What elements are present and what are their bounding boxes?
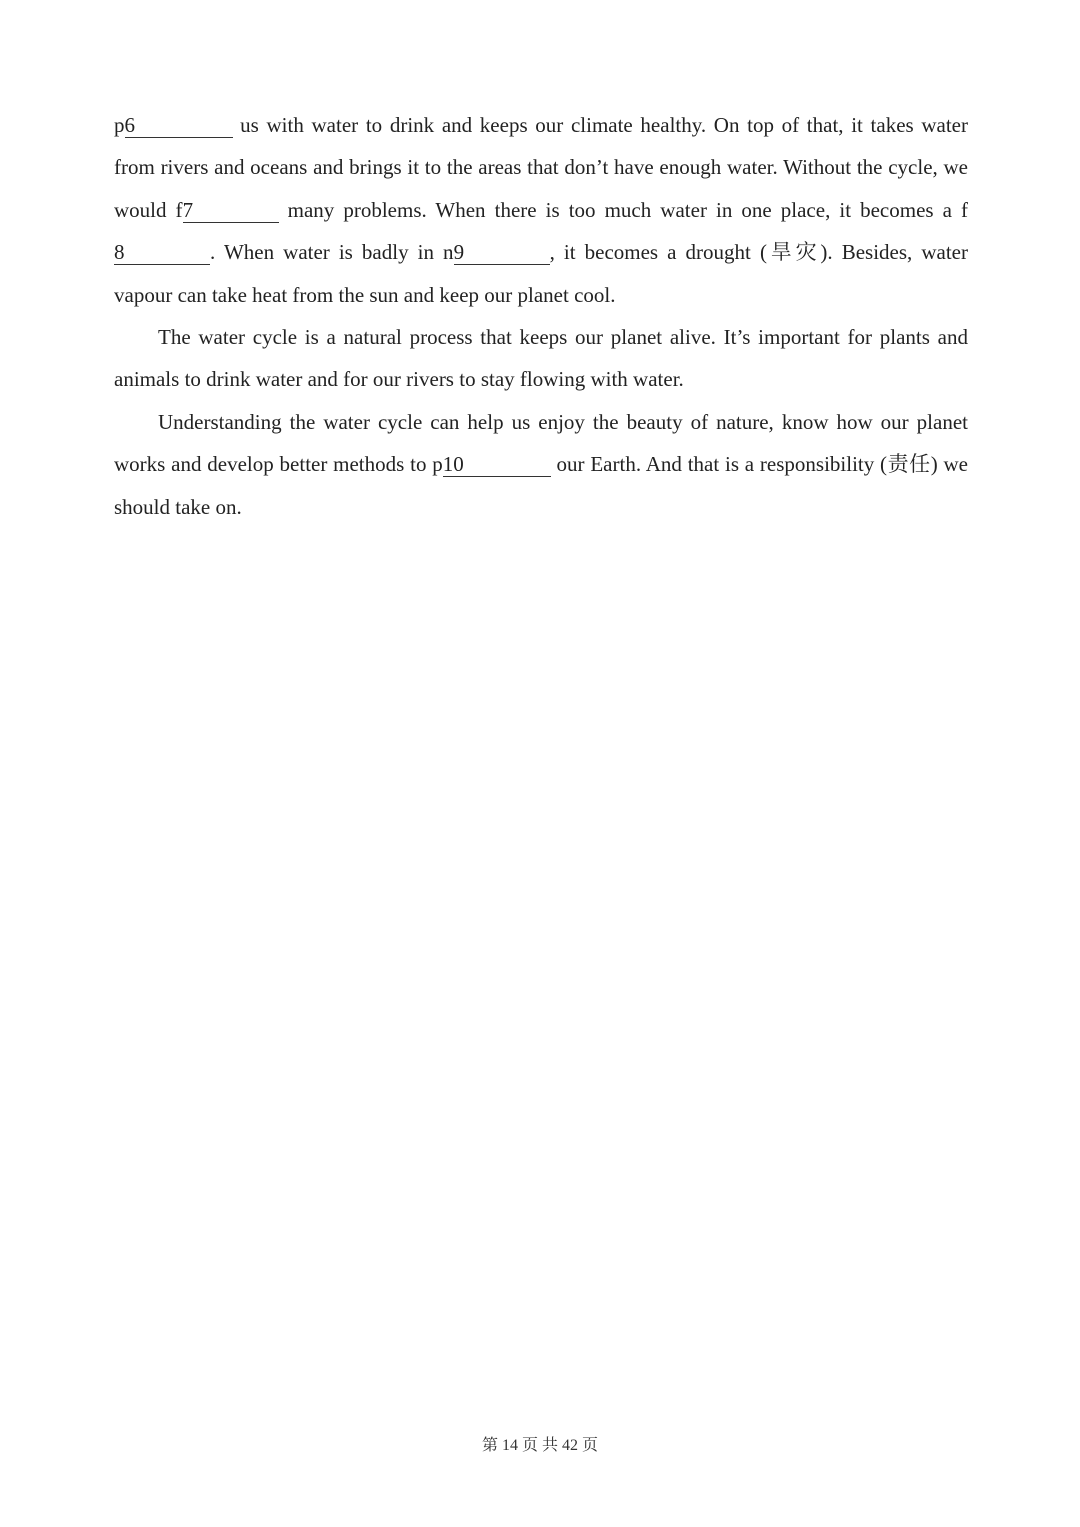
paragraph-text: The water cycle is a natural process that keeps our planet alive. It’s important for plants and animals to drink water and for our rivers to stay flowing with water. <box>114 325 968 392</box>
paragraph-text: Understanding the water cycle can help us enjoy the beauty of nature, know how our planet works and develop better methods to p <box>114 409 968 477</box>
fill-in-blank[interactable]: 6 <box>125 113 233 138</box>
paragraph-text: , it becomes a drought (旱灾). Besides, water vapour can take heat from the sun and keep our planet cool. <box>114 240 968 307</box>
page-number: 第 14 页 共 42 页 <box>481 1437 598 1454</box>
paragraph-text: . When water is badly in n <box>210 240 454 265</box>
paragraph-text: p <box>114 113 125 137</box>
fill-in-blank[interactable]: 10 <box>443 452 551 477</box>
fill-in-blank[interactable]: 7 <box>183 198 279 223</box>
fill-in-blank[interactable]: 8 <box>114 240 210 265</box>
paragraph-text: many problems. When there is too much water in one place, it becomes a f <box>278 197 969 222</box>
page-body <box>114 104 968 528</box>
paragraph-text: us with water to drink and keeps our climate healthy. On top of that, it takes water from rivers and oceans and brings it to the areas that don’t have enough water. Without the cycle, we would f <box>114 113 968 222</box>
paragraph <box>114 104 968 316</box>
paragraph <box>114 316 968 401</box>
fill-in-blank[interactable]: 9 <box>454 240 550 265</box>
paragraph <box>114 401 968 528</box>
paragraph-text: our Earth. And that is a responsibility (责任) we should take on. <box>114 452 968 519</box>
